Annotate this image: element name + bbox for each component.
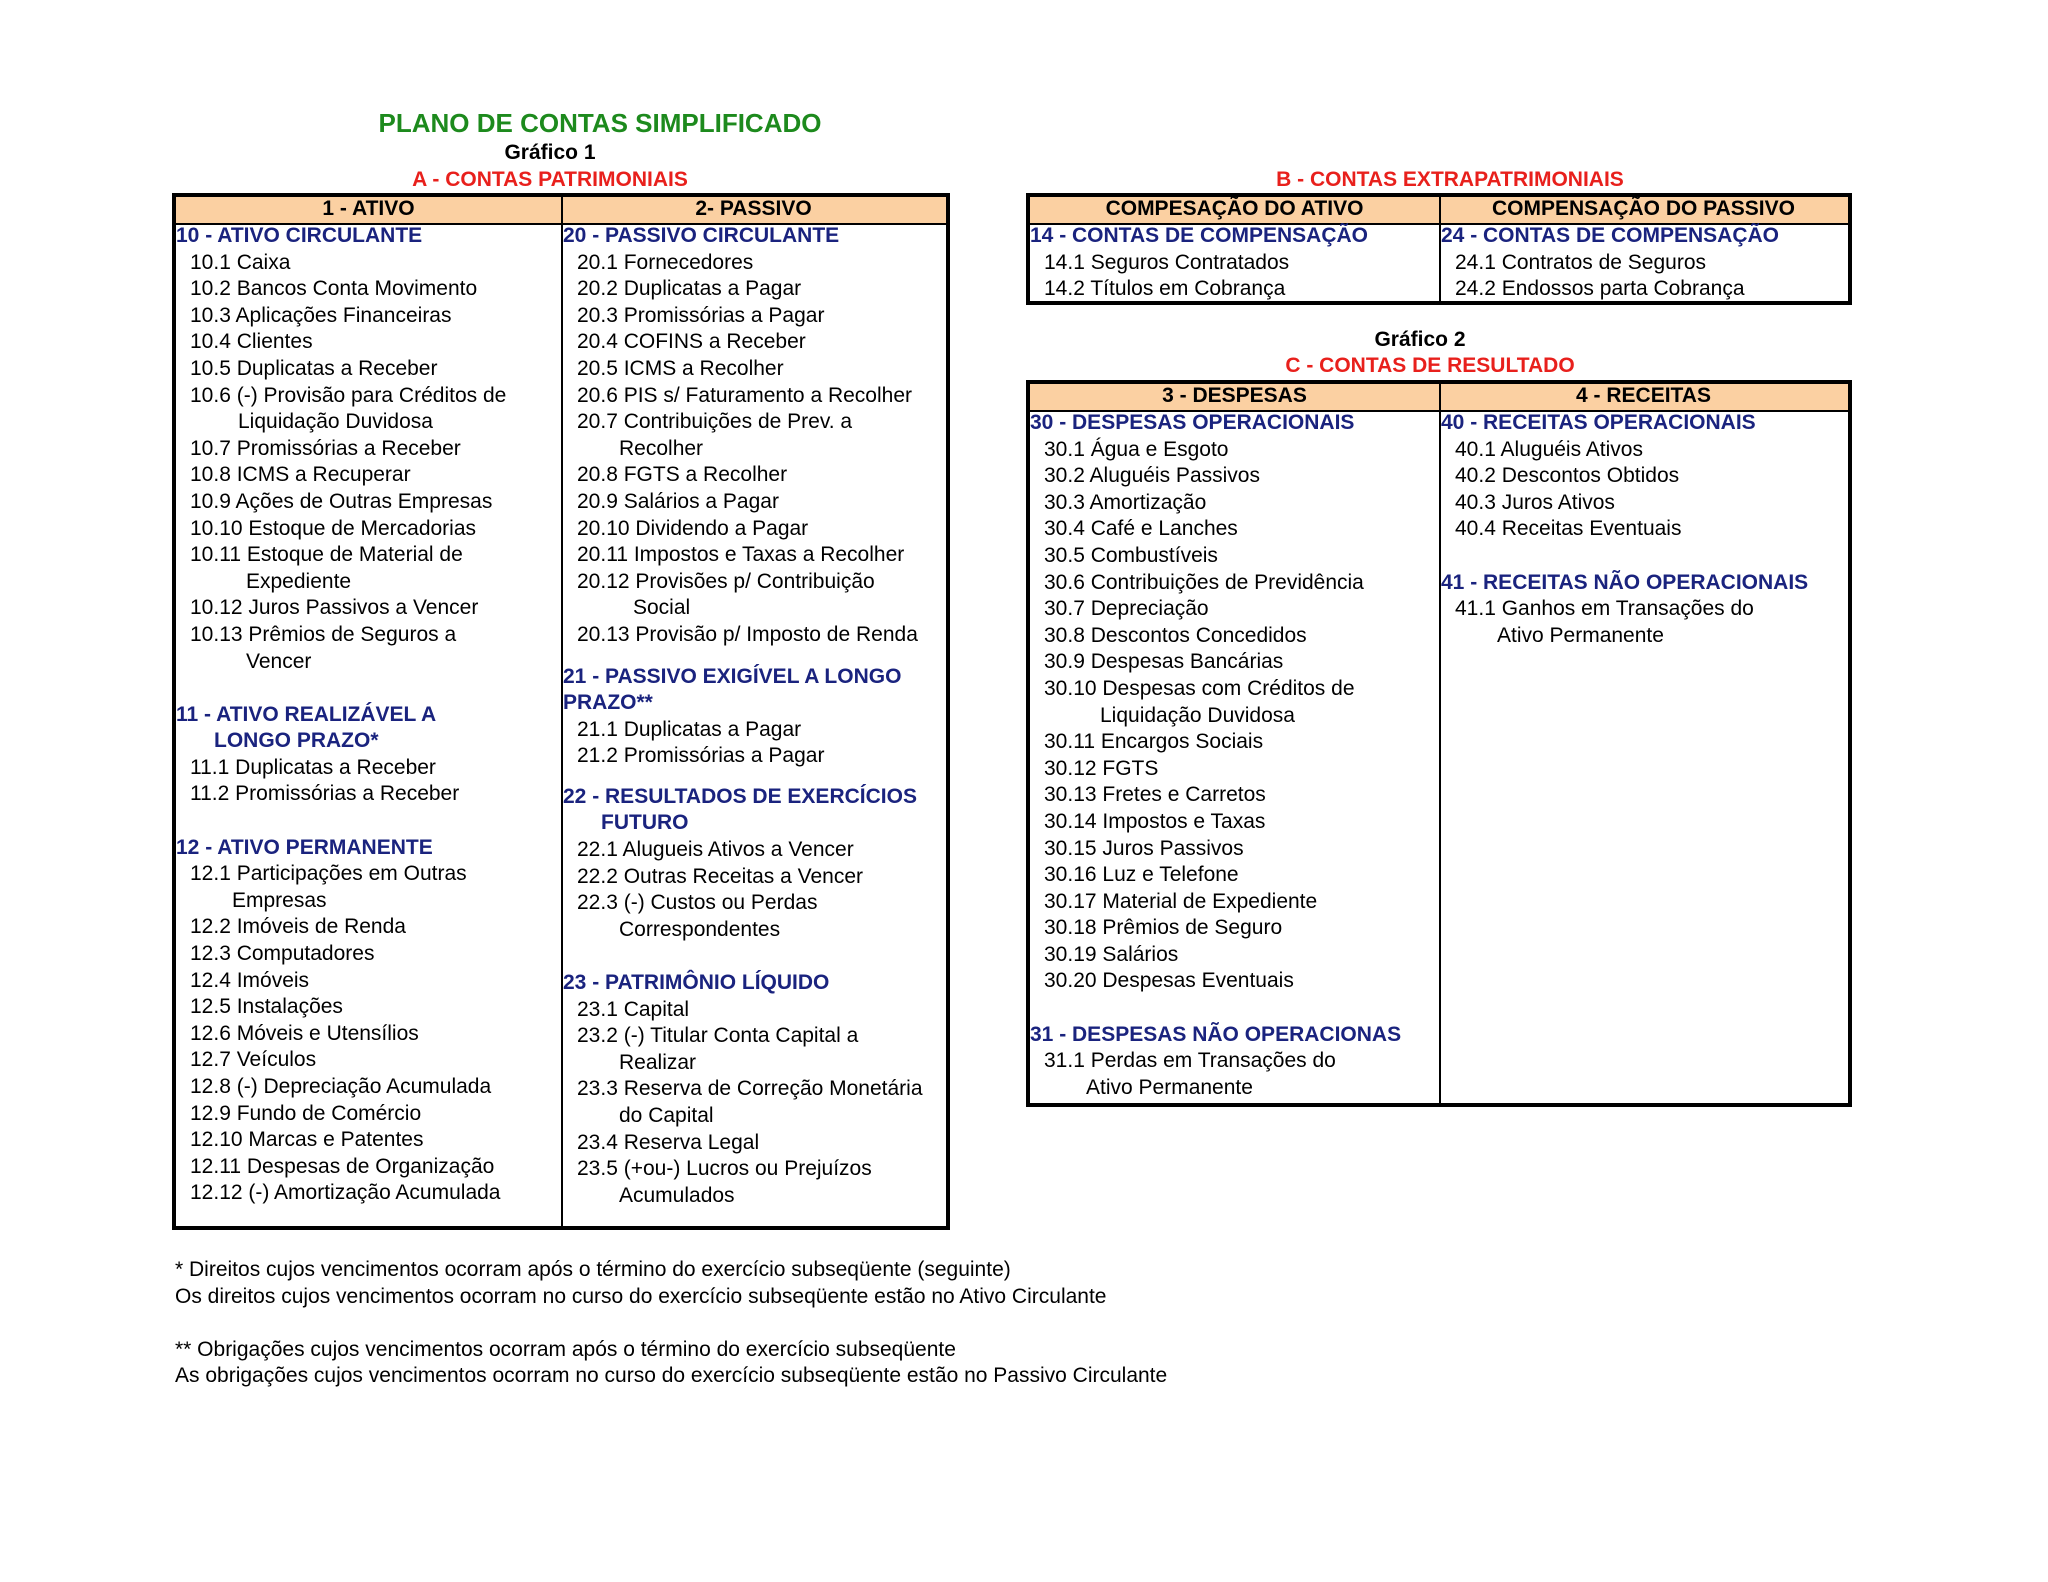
column-compensacao-ativo: [1030, 223, 1439, 303]
section-heading-cont: PRAZO**: [563, 691, 653, 715]
account-item-cont: Vencer: [246, 649, 312, 673]
account-item: 11.2 Promissórias a Receber: [190, 782, 460, 806]
account-item-cont: Acumulados: [619, 1183, 735, 1207]
account-item: 14.2 Títulos em Cobrança: [1044, 277, 1286, 301]
account-item: 30.13 Fretes e Carretos: [1044, 783, 1266, 807]
account-item: 12.1 Participações em Outras: [190, 862, 467, 886]
table-extrapatrimoniais: [1026, 193, 1852, 305]
account-item-cont: Ativo Permanente: [1086, 1075, 1253, 1099]
account-item: 22.1 Alugueis Ativos a Vencer: [577, 838, 854, 862]
header-despesas: 3 - DESPESAS: [1162, 384, 1307, 407]
footnote: Os direitos cujos vencimentos ocorram no curso do exercício subseqüente estão no Ativo Circulante: [175, 1284, 1107, 1308]
section-heading: 21 - PASSIVO EXIGÍVEL A LONGO: [563, 664, 902, 688]
account-item: 40.2 Descontos Obtidos: [1455, 464, 1680, 488]
account-item: 12.4 Imóveis: [190, 968, 310, 992]
account-item: 30.20 Despesas Eventuais: [1044, 969, 1294, 993]
header-passivo: 2- PASSIVO: [695, 197, 812, 220]
header-receitas: 4 - RECEITAS: [1576, 384, 1711, 407]
account-item: 20.9 Salários a Pagar: [577, 489, 779, 513]
account-item: 20.12 Provisões p/ Contribuição: [577, 569, 875, 593]
account-item-cont: Social: [633, 596, 691, 620]
account-item-cont: Ativo Permanente: [1497, 623, 1664, 647]
section-c-title: C - CONTAS DE RESULTADO: [1285, 354, 1575, 377]
header-compensacao-passivo: COMPENSAÇÃO DO PASSIVO: [1492, 197, 1795, 220]
account-item-cont: do Capital: [619, 1104, 714, 1127]
account-item: 10.1 Caixa: [190, 250, 291, 274]
account-item: 30.5 Combustíveis: [1044, 543, 1218, 567]
account-item: 12.12 (-) Amortização Acumulada: [190, 1181, 501, 1205]
section-heading: 10 - ATIVO CIRCULANTE: [176, 224, 423, 247]
account-item: 20.13 Provisão p/ Imposto de Renda: [577, 622, 918, 646]
section-heading: 14 - CONTAS DE COMPENSAÇÃO: [1030, 224, 1368, 247]
section-heading-cont: FUTURO: [601, 811, 689, 835]
account-item: 30.11 Encargos Sociais: [1044, 730, 1264, 754]
account-item: 10.11 Estoque de Material de: [190, 543, 463, 567]
account-item: 20.1 Fornecedores: [577, 250, 754, 274]
account-item: 12.6 Móveis e Utensílios: [190, 1021, 419, 1045]
account-item: 10.13 Prêmios de Seguros a: [190, 622, 457, 646]
account-item: 24.1 Contratos de Seguros: [1455, 250, 1706, 274]
section-heading: 11 - ATIVO REALIZÁVEL A: [176, 702, 437, 726]
account-item: 22.2 Outras Receitas a Vencer: [577, 864, 863, 888]
page-title: PLANO DE CONTAS SIMPLIFICADO: [378, 108, 822, 138]
account-item: 23.1 Capital: [577, 997, 690, 1021]
account-item: 10.10 Estoque de Mercadorias: [190, 516, 477, 540]
account-item: 20.5 ICMS a Recolher: [577, 356, 784, 380]
account-item: 12.5 Instalações: [190, 995, 343, 1019]
footnotes: [175, 1257, 1167, 1390]
footnote: * Direitos cujos vencimentos ocorram após o término do exercício subseqüente (seguinte): [175, 1258, 1011, 1281]
section-heading: 20 - PASSIVO CIRCULANTE: [563, 224, 840, 247]
account-item: 10.9 Ações de Outras Empresas: [190, 489, 493, 513]
account-item-cont: Liquidação Duvidosa: [1100, 703, 1295, 727]
account-item: 30.2 Aluguéis Passivos: [1044, 464, 1260, 488]
account-item: 30.16 Luz e Telefone: [1044, 863, 1239, 887]
account-item: 10.12 Juros Passivos a Vencer: [190, 596, 479, 620]
account-item: 30.9 Despesas Bancárias: [1044, 650, 1284, 674]
account-item: 22.3 (-) Custos ou Perdas: [577, 891, 818, 915]
account-item-cont: Empresas: [232, 888, 327, 912]
section-heading: 22 - RESULTADOS DE EXERCÍCIOS: [563, 784, 917, 808]
account-item-cont: Liquidação Duvidosa: [238, 410, 433, 434]
account-item: 40.3 Juros Ativos: [1455, 490, 1615, 514]
account-item: 23.5 (+ou-) Lucros ou Prejuízos: [577, 1157, 872, 1181]
account-item: 10.3 Aplicações Financeiras: [190, 303, 452, 327]
account-item: 20.4 COFINS a Receber: [577, 330, 806, 354]
column-compensacao-passivo: [1441, 223, 1850, 303]
account-item: 23.2 (-) Titular Conta Capital a: [577, 1024, 859, 1048]
account-item-cont: Realizar: [619, 1050, 697, 1074]
account-item: 10.7 Promissórias a Receber: [190, 436, 461, 460]
account-item: 24.2 Endossos parta Cobrança: [1455, 277, 1745, 301]
grafico-1-label: Gráfico 1: [504, 141, 596, 164]
section-heading: 41 - RECEITAS NÃO OPERACIONAIS: [1441, 570, 1809, 594]
account-item: 41.1 Ganhos em Transações do: [1455, 597, 1754, 621]
column-passivo: [563, 223, 948, 1209]
account-item: 40.4 Receitas Eventuais: [1455, 517, 1682, 541]
account-item: 30.19 Salários: [1044, 942, 1179, 966]
account-item: 10.2 Bancos Conta Movimento: [190, 277, 478, 301]
section-heading: 30 - DESPESAS OPERACIONAIS: [1030, 411, 1355, 434]
account-item: 10.4 Clientes: [190, 330, 313, 354]
account-item: 12.9 Fundo de Comércio: [190, 1101, 422, 1125]
section-b-title: B - CONTAS EXTRAPATRIMONIAIS: [1276, 168, 1624, 191]
account-item: 20.11 Impostos e Taxas a Recolher: [577, 543, 905, 567]
account-item: 40.1 Aluguéis Ativos: [1455, 437, 1643, 461]
account-item: 30.4 Café e Lanches: [1044, 517, 1238, 541]
account-item: 23.3 Reserva de Correção Monetária: [577, 1077, 923, 1101]
column-ativo: [176, 223, 561, 1207]
account-item: 30.10 Despesas com Créditos de: [1044, 676, 1355, 700]
section-heading: 40 - RECEITAS OPERACIONAIS: [1441, 411, 1756, 434]
account-item-cont: Expediente: [246, 569, 352, 593]
section-heading: 31 - DESPESAS NÃO OPERACIONAS: [1030, 1022, 1402, 1046]
section-heading: 24 - CONTAS DE COMPENSAÇÃO: [1441, 224, 1779, 247]
account-item: 30.1 Água e Esgoto: [1044, 437, 1229, 461]
account-item: 12.3 Computadores: [190, 942, 375, 966]
account-item-cont: Correspondentes: [619, 917, 781, 941]
account-item: 21.1 Duplicatas a Pagar: [577, 717, 802, 741]
account-item: 30.7 Depreciação: [1044, 597, 1209, 621]
account-item: 30.6 Contribuições de Previdência: [1044, 570, 1364, 594]
account-item: 12.8 (-) Depreciação Acumulada: [190, 1075, 492, 1098]
account-item-cont: Recolher: [619, 436, 704, 460]
grafico-2-label: Gráfico 2: [1374, 328, 1466, 351]
table-patrimoniais: [172, 193, 950, 1230]
section-heading: 23 - PATRIMÔNIO LÍQUIDO: [563, 971, 830, 995]
account-item: 30.3 Amortização: [1044, 490, 1207, 514]
account-item: 20.8 FGTS a Recolher: [577, 463, 788, 487]
account-item: 30.12 FGTS: [1044, 756, 1159, 780]
account-item: 20.2 Duplicatas a Pagar: [577, 277, 802, 301]
account-item: 30.15 Juros Passivos: [1044, 836, 1244, 860]
account-item: 21.2 Promissórias a Pagar: [577, 744, 825, 768]
account-item: 14.1 Seguros Contratados: [1044, 250, 1290, 274]
section-a-title: A - CONTAS PATRIMONIAIS: [412, 168, 688, 191]
account-item: 30.17 Material de Expediente: [1044, 889, 1318, 913]
account-item: 30.8 Descontos Concedidos: [1044, 623, 1307, 647]
account-item: 12.10 Marcas e Patentes: [190, 1128, 424, 1152]
table-resultado: [1026, 380, 1852, 1107]
account-item: 10.6 (-) Provisão para Créditos de: [190, 383, 507, 407]
account-item: 20.3 Promissórias a Pagar: [577, 303, 825, 327]
account-item: 10.8 ICMS a Recuperar: [190, 463, 411, 487]
account-item: 30.18 Prêmios de Seguro: [1044, 916, 1283, 940]
account-item: 31.1 Perdas em Transações do: [1044, 1049, 1336, 1073]
account-item: 12.2 Imóveis de Renda: [190, 915, 406, 939]
account-item: 30.14 Impostos e Taxas: [1044, 809, 1266, 833]
account-item: 11.1 Duplicatas a Receber: [190, 755, 436, 779]
account-item: 20.7 Contribuições de Prev. a: [577, 410, 853, 434]
account-item: 12.7 Veículos: [190, 1048, 317, 1072]
footnote: As obrigações cujos vencimentos ocorram no curso do exercício subseqüente estão no Passivo Circulante: [175, 1364, 1168, 1388]
account-item: 12.11 Despesas de Organização: [190, 1154, 495, 1178]
column-receitas: [1441, 410, 1850, 649]
header-compensacao-ativo: COMPESAÇÃO DO ATIVO: [1105, 197, 1364, 220]
account-item: 23.4 Reserva Legal: [577, 1130, 760, 1154]
section-heading-cont: LONGO PRAZO*: [214, 729, 379, 753]
account-item: 20.10 Dividendo a Pagar: [577, 516, 809, 540]
account-item: 20.6 PIS s/ Faturamento a Recolher: [577, 383, 913, 407]
column-despesas: [1030, 410, 1439, 1101]
header-ativo: 1 - ATIVO: [322, 197, 415, 220]
account-item: 10.5 Duplicatas a Receber: [190, 356, 438, 380]
footnote: ** Obrigações cujos vencimentos ocorram após o término do exercício subseqüente: [175, 1337, 956, 1361]
section-heading: 12 - ATIVO PERMANENTE: [176, 835, 433, 859]
